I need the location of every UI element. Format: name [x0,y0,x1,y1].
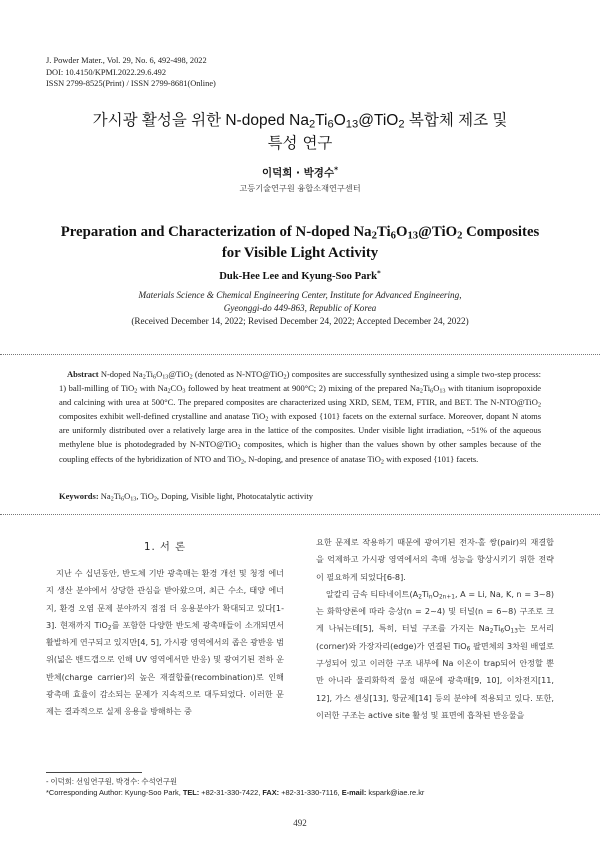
journal-doi: DOI: 10.4150/KPMI.2022.29.6.492 [46,67,167,77]
page-number: 492 [293,818,307,828]
subscript: 2 [110,496,114,503]
subscript: 2n+1 [438,594,455,601]
subscript: 6 [500,628,505,635]
subscript: 2 [489,628,494,635]
keywords-text: , TiO [136,491,154,501]
paragraph-text: O [432,588,439,599]
abstract-text: N-doped Na [98,369,143,379]
abstract-top-divider [0,354,600,355]
journal-header [46,55,216,90]
keywords-text: , Doping, Visible light, Photocatalytic activity [156,491,314,501]
email-value: kspark@iae.re.kr [366,788,425,797]
keywords-text: O [124,491,131,501]
subscript: 2 [371,230,377,242]
paragraph-text: , A = Li, Na, K, n = 3~8)는 화학양론에 따라 층상(n = 2~4) 및 터널(n = 6~8) 구조로 크게 나눠는데[5], 특히, 터널 구조를 가지는 Na [316,588,554,634]
title-korean-text: Ti [315,112,328,129]
abstract-text: followed by heat treatment at 900°C; 2) mixing of the prepared Na [185,383,420,394]
corresponding-mark: * [376,268,381,278]
subscript: 2 [265,416,269,423]
body-column-left [46,565,284,721]
paragraph-text: 는 모서리(corner)와 가장자리(edge)가 연결된 TiO [316,623,554,651]
abstract-text: composites, which is higher than the values shown by other samples because of the coupling effects of the hybridization of NTO and TiO [59,439,541,464]
subscript: n [428,594,433,601]
paragraph [46,565,284,721]
paragraph-text: 지난 수 십년동안, 반도체 기반 광촉매는 환경 개선 및 청정 에너지 생산 분야에서 상당한 관심을 받아왔으며, 최근 수소, 태양 에너지, 환경 오염 문제 분야까지 점점 더 응용분야가 확대되고 있다[1-3]. 현재까지 TiO [46,568,284,630]
abstract-text: O [156,369,163,379]
authors-korean-names: 이덕희 · 박경수 [261,167,335,179]
subscript: 2 [537,402,541,409]
tel-value: +82-31-330-7422, [199,788,263,797]
title-english-line2: for Visible Light Activity [221,245,379,261]
subscript: 2 [398,118,405,131]
footnote-text: *Corresponding Author: Kyung-Soo Park, [46,788,183,797]
subscript: 13 [439,388,446,395]
subscript: 2 [419,388,423,395]
title-korean-text: 복합체 제조 및 [404,112,508,129]
abstract-text: with titanium isopropoxide and calcining with urea at 500°C. The prepared composites are characterized using XRD, SEM, TEM, FTIR, and BET. The N-NTO@TiO [59,383,541,408]
abstract-bottom-divider [0,514,600,515]
keywords-text: Na [98,491,111,501]
fax-value: +82-31-330-7116, [279,788,342,797]
subscript: 2 [380,458,384,465]
subscript: 2 [142,374,146,381]
abstract-text: with exposed {101} facets on the external surface. Moreover, dopant N atoms are uniformly distributed over a relatively large area in the lattice of the composites. Under visible light irradiation, ~51% of the aqueous methylene blue is photodegraded by N-NTO@TiO [59,411,541,450]
journal-citation: J. Powder Mater., Vol. 29, No. 6, 492-498, 2022 [46,56,207,65]
abstract-text: CO [170,383,183,394]
abstract-text: Ti [422,383,431,394]
subscript: 2 [189,374,193,381]
subscript: 13 [130,496,137,503]
affiliation-english-line2: Gyeonggi-do 449-863, Republic of Korea [223,303,377,314]
paragraph-text: Ti [493,623,501,634]
title-english-text: Preparation and Characterization of N-doped Na [60,224,372,240]
subscript: 6 [466,646,471,653]
abstract-text: composites exhibit well-defined crystalline and anatase TiO [59,411,266,422]
subscript: 2 [237,444,241,451]
abstract-text: with exposed {101} facets. [383,453,479,464]
footnote-corresponding-author [46,787,566,798]
affiliation-english-line1: Materials Science & Chemical Engineering Center, Institute for Advanced Engineering, [138,290,462,300]
footnote-author-titles: - 이덕희: 선임연구원, 박경수: 수석연구원 [46,777,178,786]
subscript: 13 [510,628,518,635]
title-english-text: Ti [376,224,391,240]
affiliation-english [0,289,600,316]
paragraph-text: O [504,623,511,634]
paragraph-text: 알칼리 금속 티타네이트(A [326,588,419,599]
subscript: 6 [153,374,157,381]
body-column-right [316,534,554,724]
abstract [59,367,541,466]
authors-english [0,268,600,282]
abstract-text: , N-doping, and presence of anatase TiO [244,453,381,464]
abstract-text: ) composites are successfully synthesized using a simple two-step process: 1) ball-milling of TiO [59,369,542,394]
subscript: 2 [167,388,171,395]
keywords-label: Keywords: [59,491,99,501]
paragraph: 요한 문제로 작용하기 때문에 광여기된 전자-홀 쌍(pair)의 재결합을 억제하고 가시광 영역에서의 촉매 성능을 향상시키기 위한 전략이 필요하게 되었다[6-8]. [316,537,554,582]
abstract-text: Ti [145,369,154,379]
subscript: 6 [121,496,125,503]
subscript: 2 [240,458,244,465]
subscript: 2 [134,388,138,395]
section-heading [46,538,284,553]
subscript: 2 [153,496,157,503]
subscript: 3 [182,388,186,395]
received-dates: (Received December 14, 2022; Revised December 24, 2022; Accepted December 24, 2022) [131,316,469,326]
subscript: 2 [418,594,422,601]
subscript: 13 [162,374,169,381]
paragraph [316,586,554,724]
paragraph-text: 를 포함한 다양한 반도체 광촉매들이 소개되면서 활발하게 연구되고 있지만[4, 5], 가시광 영역에서의 좁은 광반응 범위(넓은 밴드갭으로 인해 UV 영역에서만 반응) 및 광여기된 전하 운반체(charge carrier)의 높은 재결합률(recombination)로 인해 광촉매 효율이 감소되는 문제가 지속적으로 대두되었다. 이러한 문제는 결과적으로 실제 응용을 방해하는 중 [46,619,284,717]
paragraph-text: Ti [421,588,429,599]
title-korean-text: 가시광 활성을 위한 N-doped Na [92,112,309,129]
abstract-text: O [433,383,440,394]
abstract-text: with Na [137,383,168,394]
affiliation-korean: 고등기술연구원 융합소재연구센터 [239,183,361,193]
keywords [59,491,541,501]
footnote-divider [46,772,142,773]
authors-korean [0,165,600,180]
subscript: 13 [345,118,359,131]
authors-english-names: Duk-Hee Lee and Kyung-Soo Park [219,271,377,282]
title-korean-line1 [0,110,600,132]
title-english-text: O [395,224,408,240]
paragraph-text: 팔면체의 3차원 배열로 구성되어 있고 이러한 구조 내부에 Na 이온이 trap되어 안정할 뿐만 아니라 물리화학적 물성 때문에 광촉매[9, 10], 이차전지[11, 12], 가스 센싱[13], 항균제[14] 등의 분야에 적용되고 있다. 또한, 이러한 구조는 active site 활성 및 표면에 흡착된 반응물을 [316,640,554,720]
journal-issn: ISSN 2799-8525(Print) / ISSN 2799-8681(Online) [46,79,216,89]
title-korean-line2: 특성 연구 [267,134,333,152]
abstract-label: Abstract [67,369,99,379]
subscript: 2 [107,625,112,632]
title-english-text: @TiO [418,224,458,240]
subscript: 6 [430,388,434,395]
title-english-line1 [0,222,600,243]
title-korean [0,110,600,154]
subscript: 2 [308,118,316,131]
fax-label: FAX: [262,788,280,797]
corresponding-mark: * [334,165,339,175]
subscript: 2 [283,374,287,381]
subscript: 6 [327,118,334,131]
section-title: 서 론 [160,542,186,553]
title-english [0,222,600,264]
title-korean-text: @TiO [358,112,399,129]
keywords-text: Ti [113,491,122,501]
section-number: 1. [144,542,156,553]
subscript: 2 [457,230,463,242]
title-english-text: Composites [462,224,540,240]
abstract-text: @TiO [168,369,190,379]
title-korean-text: O [333,112,346,129]
abstract-text: (denoted as N-NTO@TiO [192,369,284,379]
subscript: 13 [407,230,419,242]
email-label: E-mail: [341,788,367,797]
tel-label: TEL: [182,788,200,797]
subscript: 6 [390,230,396,242]
